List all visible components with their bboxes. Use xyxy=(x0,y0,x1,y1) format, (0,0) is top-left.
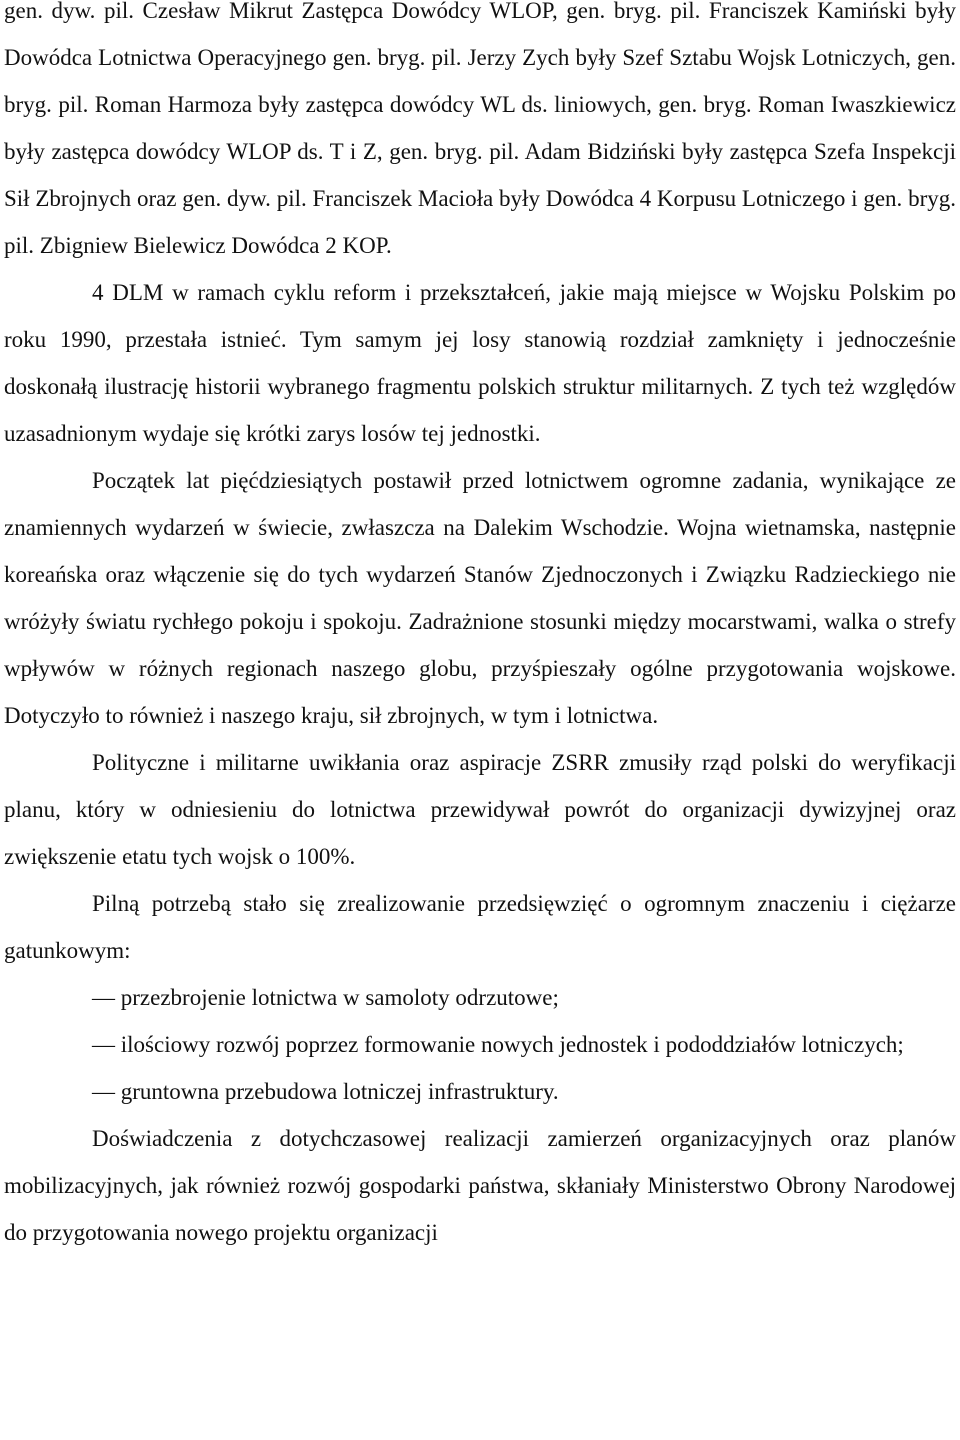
paragraph-generals-list: gen. dyw. pil. Czesław Mikrut Zastępca Dowódcy WLOP, gen. bryg. pil. Franciszek Kamiński były Dowódca Lotnictwa Operacyjnego gen. bryg. pil. Jerzy Zych były Szef Sztabu Wojsk Lotniczych, gen. bryg. pil. Roman Harmoza były zastępca dowódcy WL ds. liniowych, gen. bryg. Roman Iwaszkiewicz były zastępca dowódcy WLOP ds. T i Z, gen. bryg. pil. Adam Bidziński były zastępca Szefa Inspekcji Sił Zbrojnych oraz gen. dyw. pil. Franciszek Macioła były Dowódca 4 Korpusu Lotniczego i gen. bryg. pil. Zbigniew Bielewicz Dowódca 2 KOP. xyxy=(4,0,956,258)
list-item-infrastructure: — gruntowna przebudowa lotniczej infrastruktury. xyxy=(92,1079,559,1104)
list-item-quantitative-growth: — ilościowy rozwój poprzez formowanie nowych jednostek i pododdziałów lotniczych; xyxy=(92,1032,904,1057)
paragraph-urgent-needs: Pilną potrzebą stało się zrealizowanie przedsięwzięć o ogromnym znaczeniu i ciężarze gatunkowym: xyxy=(4,891,956,963)
paragraph-political-entanglements: Polityczne i militarne uwikłania oraz aspiracje ZSRR zmusiły rząd polski do weryfikacji planu, który w odniesieniu do lotnictwa przewidywał powrót do organizacji dywizyjnej oraz zwiększenie etatu tych wojsk o 100%. xyxy=(4,750,956,869)
paragraph-experience: Doświadczenia z dotychczasowej realizacji zamierzeń organizacyjnych oraz planów mobilizacyjnych, jak również rozwój gospodarki państwa, skłaniały Ministerstwo Obrony Narodowej do przygotowania nowego projektu organizacji xyxy=(4,1126,956,1245)
list-item-rearmament: — przezbrojenie lotnictwa w samoloty odrzutowe; xyxy=(92,985,559,1010)
document-page xyxy=(4,0,956,1256)
paragraph-fifties-beginning: Początek lat pięćdziesiątych postawił przed lotnictwem ogromne zadania, wynikające ze znamiennych wydarzeń w świecie, zwłaszcza na Dalekim Wschodzie. Wojna wietnamska, następnie koreańska oraz włączenie się do tych wydarzeń Stanów Zjednoczonych i Związku Radzieckiego nie wróżyły światu rychłego pokoju i spokoju. Zadrażnione stosunki między mocarstwami, walka o strefy wpływów w różnych regionach naszego globu, przyśpieszały ogólne przygotowania wojskowe. Dotyczyło to również i naszego kraju, sił zbrojnych, w tym i lotnictwa. xyxy=(4,468,956,728)
paragraph-4dlm-reforms: 4 DLM w ramach cyklu reform i przekształceń, jakie mają miejsce w Wojsku Polskim po roku 1990, przestała istnieć. Tym samym jej losy stanowią rozdział zamknięty i jednocześnie doskonałą ilustrację historii wybranego fragmentu polskich struktur militarnych. Z tych też względów uzasadnionym wydaje się krótki zarys losów tej jednostki. xyxy=(4,280,956,446)
